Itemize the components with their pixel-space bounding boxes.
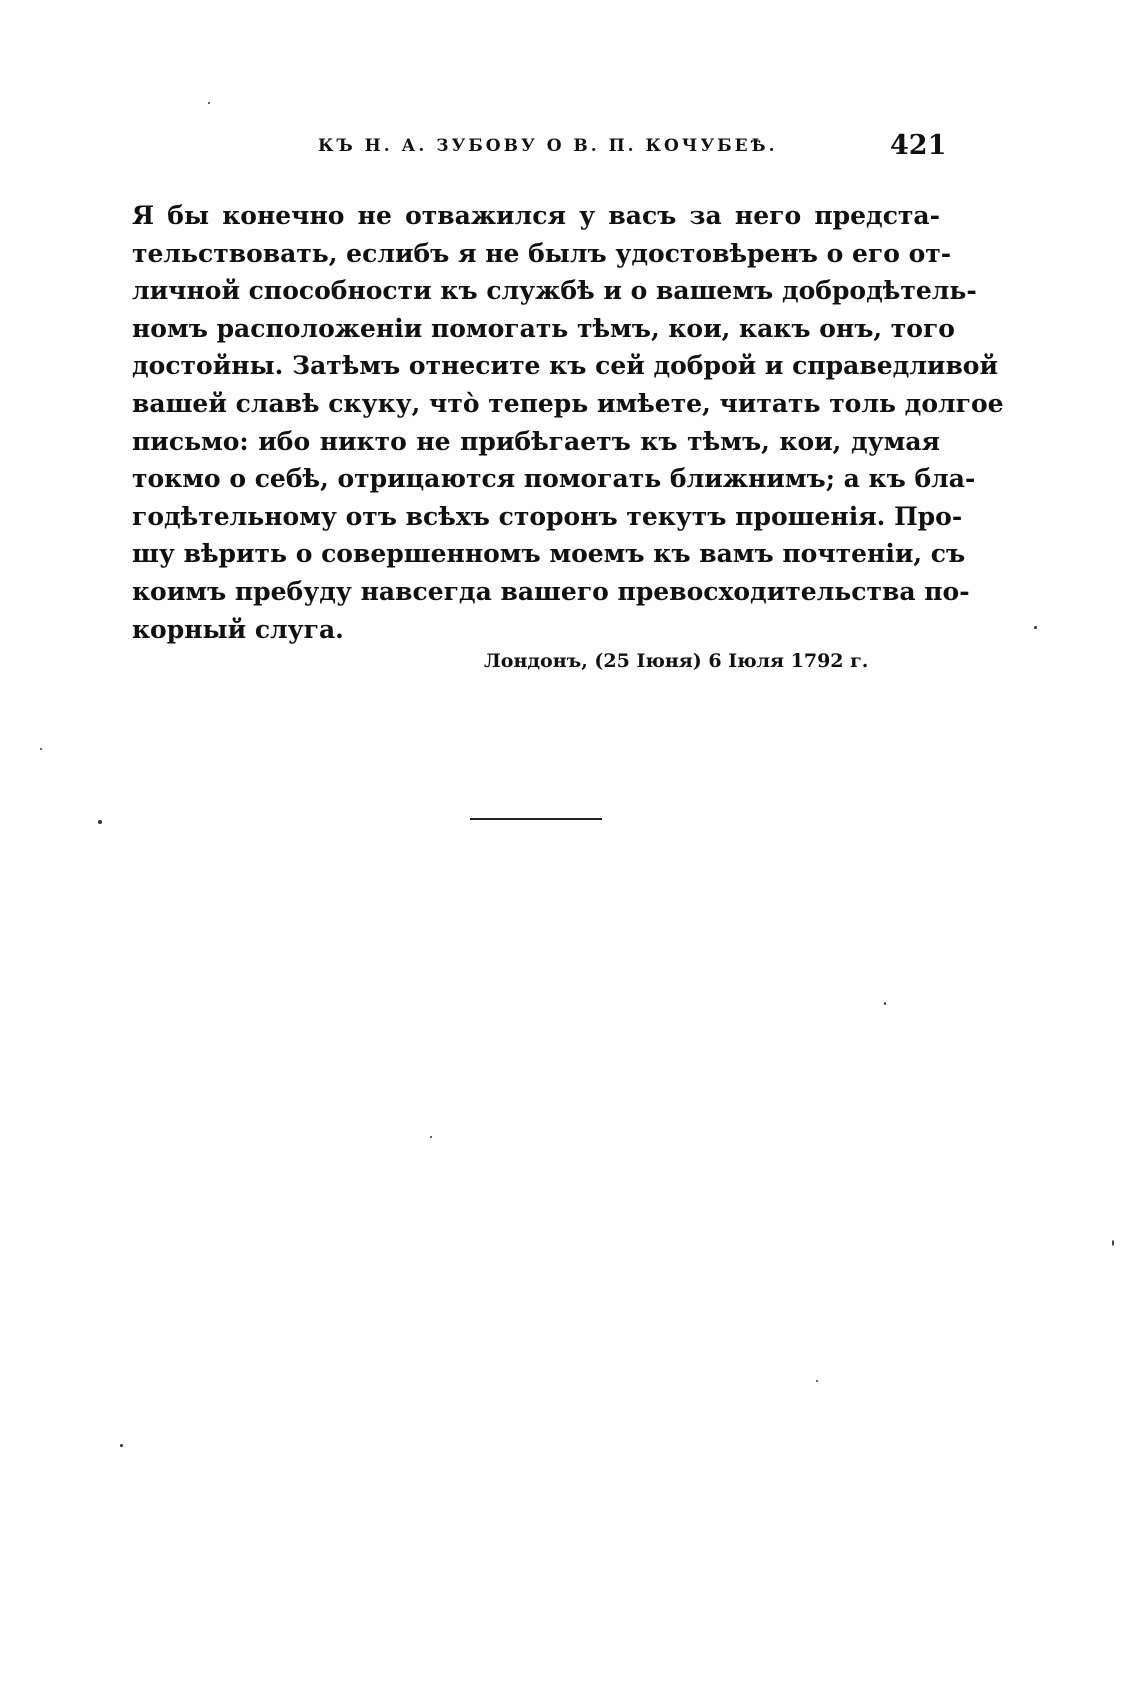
scan-speck — [430, 1136, 432, 1138]
scan-speck — [98, 820, 102, 824]
text-line: личной способности къ службѣ и о вашемъ добродѣтель- — [132, 276, 977, 306]
scan-speck — [120, 1444, 123, 1447]
text-line: токмо о себѣ, отрицаются помогать ближнимъ; а къ бла- — [132, 464, 976, 494]
text-line: Я бы конечно не отважился у васъ за него предста- — [132, 201, 940, 230]
text-line: письмо: ибо никто не прибѣгаетъ къ тѣмъ, кои, думая — [132, 426, 940, 456]
scan-speck — [816, 1380, 818, 1382]
scan-speck — [40, 748, 42, 750]
text-line: шу вѣрить о совершенномъ моемъ къ вамъ почтеніи, съ — [132, 539, 966, 569]
text-line: вашей славѣ скуку, что̀ теперь имѣете, читать толь долгое — [132, 388, 1004, 418]
scan-speck — [1034, 626, 1037, 629]
page-number: 421 — [890, 130, 947, 161]
place-date-line: Лондонъ, (25 Іюня) 6 Іюля 1792 г. — [484, 650, 869, 672]
scan-speck — [884, 1002, 886, 1005]
end-rule — [470, 818, 602, 820]
text-line: годѣтельному отъ всѣхъ сторонъ текутъ прошенія. Про- — [132, 501, 963, 531]
text-line: коимъ пребуду навсегда вашего превосходительства по- — [132, 576, 970, 606]
scan-speck — [208, 102, 210, 104]
running-head: КЪ Н. А. ЗУБОВУ О В. П. КОЧУБЕѢ. — [318, 136, 778, 156]
text-line: тельствовать, еслибъ я не былъ удостовѣренъ о его от- — [132, 238, 952, 268]
letter-body — [132, 197, 1004, 648]
text-line: номъ расположеніи помогать тѣмъ, кои, какъ онъ, того — [132, 313, 955, 343]
text-line: достойны. Затѣмъ отнесите къ сей доброй и справедливой — [132, 351, 999, 381]
text-line-last: корный слуга. — [132, 614, 344, 644]
scan-speck — [1112, 1240, 1114, 1246]
